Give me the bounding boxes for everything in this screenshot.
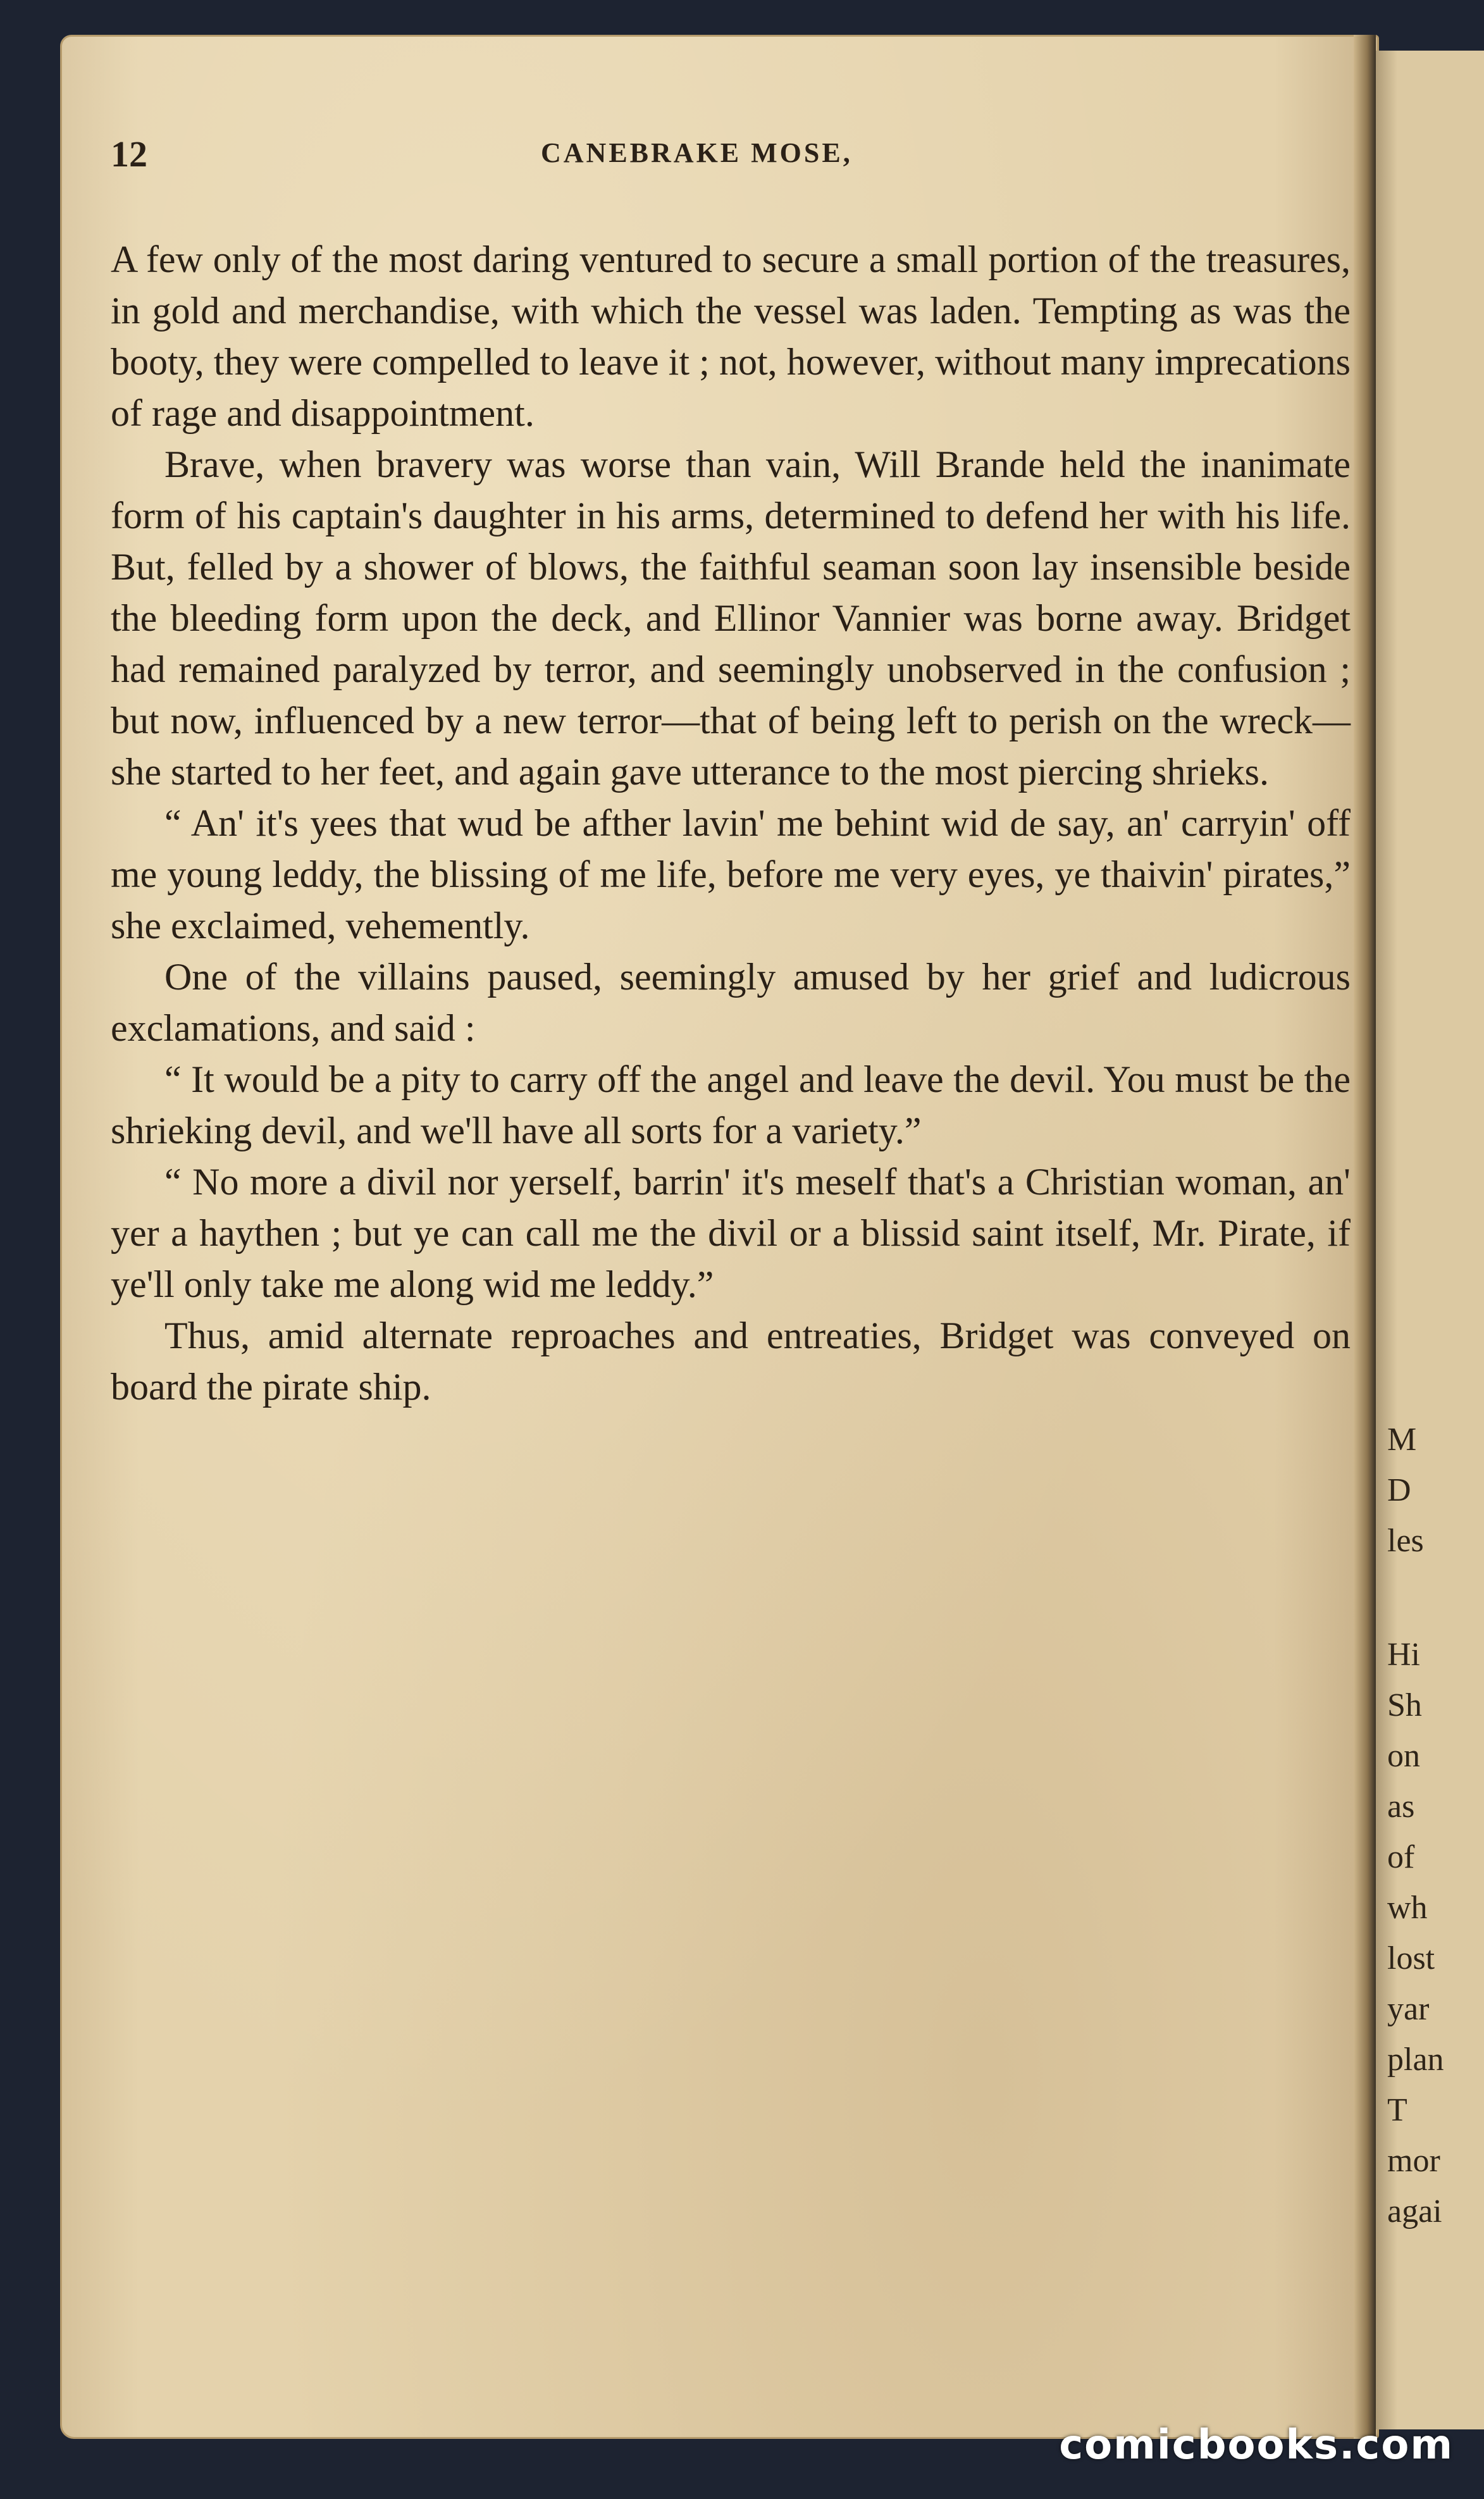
- next-page-fragment: yar: [1387, 1991, 1430, 2027]
- paragraph: One of the villains paused, seemingly amused by her grief and ludicrous exclamations, and said :: [111, 956, 1351, 1049]
- next-page-fragment: of: [1387, 1839, 1415, 1875]
- book-gutter: [1354, 35, 1376, 2439]
- next-page-fragment: agai: [1387, 2193, 1442, 2229]
- next-page-fragment: mor: [1387, 2143, 1440, 2179]
- adjacent-page-edge: [1376, 51, 1484, 2429]
- next-page-fragment: wh: [1387, 1890, 1428, 1926]
- paragraph: “ An' it's yees that wud be afther lavin' me behint wid de say, an' carryin' off me young leddy, the blissing of me life, before me very eyes, ye thaivin' pirates,” she exclaimed, vehemently.: [111, 802, 1351, 946]
- paragraph: “ It would be a pity to carry off the angel and leave the devil. You must be the shrieking devil, and we'll have all sorts for a variety.”: [111, 1058, 1351, 1151]
- next-page-fragment: M: [1387, 1422, 1417, 1458]
- paragraph: “ No more a divil nor yerself, barrin' it's meself that's a Christian woman, an' yer a haythen ; but ye can call me the divil or a blissid saint itself, Mr. Pirate, if ye'll only take me along wid me leddy.”: [111, 1161, 1351, 1305]
- body-text: [111, 234, 1351, 1413]
- running-title: CANEBRAKE MOSE,: [541, 137, 853, 168]
- next-page-fragment: Hi: [1387, 1637, 1420, 1673]
- next-page-fragment: lost: [1387, 1940, 1435, 1976]
- next-page-fragment: T: [1387, 2092, 1407, 2128]
- watermark: comicbooks.com: [1059, 2422, 1454, 2469]
- next-page-fragment: les: [1387, 1523, 1424, 1559]
- next-page-fragment: as: [1387, 1789, 1415, 1825]
- paragraph: Brave, when bravery was worse than vain, Will Brande held the inanimate form of his captain's daughter in his arms, determined to defend her with his life. But, felled by a shower of blows, the faithful seaman soon lay insensible beside the bleeding form upon the deck, and Ellinor Vannier was borne away. Bridget had remained paralyzed by terror, and seemingly unobserved in the confusion ; but now, influenced by a new terror—that of being left to perish on the wreck—she started to her feet, and again gave utterance to the most piercing shrieks.: [111, 443, 1351, 793]
- next-page-fragment: Sh: [1387, 1687, 1422, 1723]
- next-page-fragment: D: [1387, 1472, 1411, 1508]
- next-page-fragment: plan: [1387, 2042, 1444, 2078]
- page-number: 12: [111, 133, 147, 175]
- paragraph: A few only of the most daring ventured to secure a small portion of the treasures, in gold and merchandise, with which the vessel was laden. Tempting as was the booty, they were compelled to leave it ; not, however, without many imprecations of rage and disappointment.: [111, 239, 1351, 434]
- page-header: [111, 133, 1351, 177]
- next-page-fragment: on: [1387, 1738, 1420, 1774]
- paragraph: Thus, amid alternate reproaches and entreaties, Bridget was conveyed on board the pirate ship.: [111, 1315, 1351, 1408]
